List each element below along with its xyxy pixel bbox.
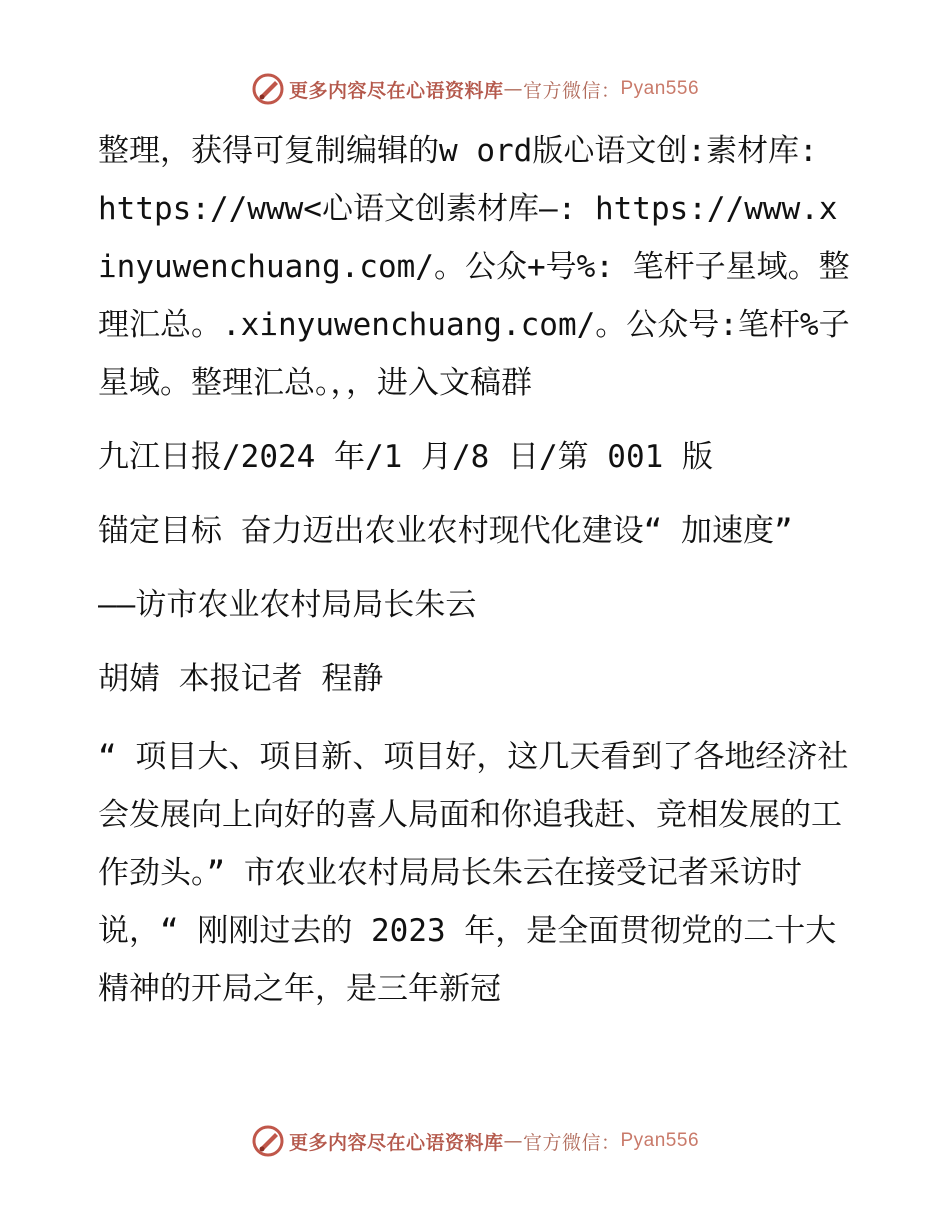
banner-account: Pyan556	[620, 1130, 700, 1151]
banner-wechat-label: 官方微信：	[522, 1131, 621, 1154]
banner-wechat-label: 官方微信：	[522, 79, 621, 102]
intro-paragraph: 整理，获得可复制编辑的w ord版心语文创:素材库: https://www<心语文创素材库—: https://www.xinyuwenchuang.com/。公众+号%: 笔杆子星域。整理汇总。.xinyuwenchuang.com/。公众号:笔杆%子星域。整理汇总。，，进入文稿群	[98, 133, 850, 401]
banner-brand-text: 更多内容尽在心语资料库	[288, 1131, 504, 1154]
footer-watermark-banner	[0, 1124, 950, 1158]
header-watermark-banner	[0, 72, 950, 106]
banner-separator: —	[503, 1130, 523, 1152]
byline: 胡婧 本报记者 程静	[98, 661, 384, 697]
body-paragraph: “ 项目大、项目新、项目好，这几天看到了各地经济社会发展向上向好的喜人局面和你追我赶、竞相发展的工作劲头。” 市农业农村局局长朱云在接受记者采访时说，“ 刚刚过去的 2023 年，是全面贯彻党的二十大精神的开局之年，是三年新冠	[98, 739, 849, 1007]
banner-separator: —	[503, 78, 523, 100]
brand-logo-icon	[251, 72, 285, 106]
subheadline: ——访市农业农村局局长朱云	[98, 587, 477, 623]
banner-brand-text: 更多内容尽在心语资料库	[288, 79, 504, 102]
headline: 锚定目标 奋力迈出农业农村现代化建设“ 加速度”	[98, 513, 793, 549]
brand-logo-icon	[251, 1124, 285, 1158]
dateline: 九江日报/2024 年/1 月/8 日/第 001 版	[98, 439, 713, 475]
banner-account: Pyan556	[620, 78, 700, 99]
document-body	[98, 122, 850, 1018]
